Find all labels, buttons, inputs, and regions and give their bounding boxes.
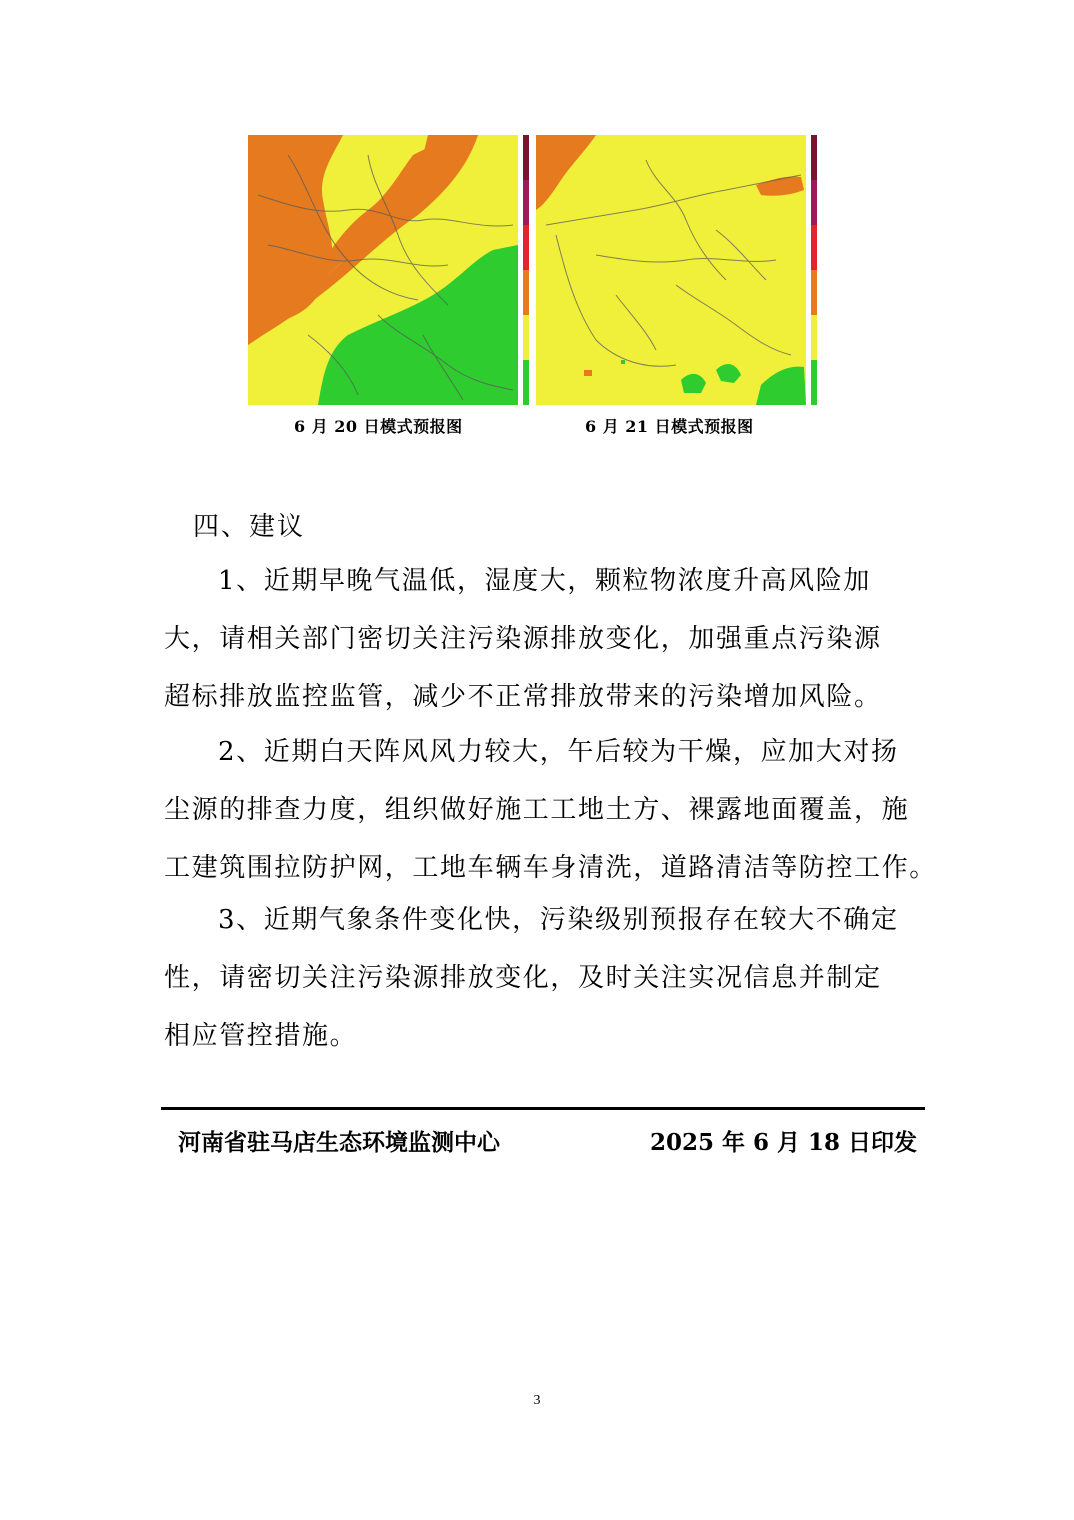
paragraph-line: 工建筑围拉防护网，工地车辆车身清洗，道路清洁等防控工作。 xyxy=(164,853,937,883)
paragraph-line: 尘源的排查力度，组织做好施工工地土方、裸露地面覆盖，施 xyxy=(164,795,910,825)
paragraph-line: 超标排放监控监管，减少不正常排放带来的污染增加风险。 xyxy=(164,682,882,712)
paragraph-line: 1、近期早晚气温低，湿度大，颗粒物浓度升高风险加 xyxy=(218,566,871,596)
forecast-map-june-20-image xyxy=(248,135,531,405)
figure-caption-left: 6 月 20 日模式预报图 xyxy=(294,417,463,436)
paragraph-line: 性，请密切关注污染源排放变化，及时关注实况信息并制定 xyxy=(164,963,882,993)
figure-caption-right: 6 月 21 日模式预报图 xyxy=(585,417,754,436)
forecast-map-june-20 xyxy=(248,135,531,405)
paragraph-line: 3、近期气象条件变化快，污染级别预报存在较大不确定 xyxy=(218,905,899,935)
footer-divider xyxy=(161,1107,925,1110)
paragraph-line: 2、近期白天阵风风力较大，午后较为干燥，应加大对扬 xyxy=(218,737,899,767)
section-heading: 四、建议 xyxy=(193,512,306,542)
forecast-figures xyxy=(248,135,818,407)
paragraph-3 xyxy=(164,891,914,1065)
page-number: 3 xyxy=(533,1393,541,1408)
paragraph-1 xyxy=(164,552,914,726)
issue-date: 2025 年 6 月 18 日印发 xyxy=(650,1129,918,1156)
forecast-map-june-21-image xyxy=(536,135,819,405)
issuing-organization: 河南省驻马店生态环境监测中心 xyxy=(178,1129,500,1156)
paragraph-line: 相应管控措施。 xyxy=(164,1021,358,1051)
paragraph-2 xyxy=(164,723,937,897)
forecast-map-june-21 xyxy=(536,135,819,405)
paragraph-line: 大，请相关部门密切关注污染源排放变化，加强重点污染源 xyxy=(164,624,882,654)
